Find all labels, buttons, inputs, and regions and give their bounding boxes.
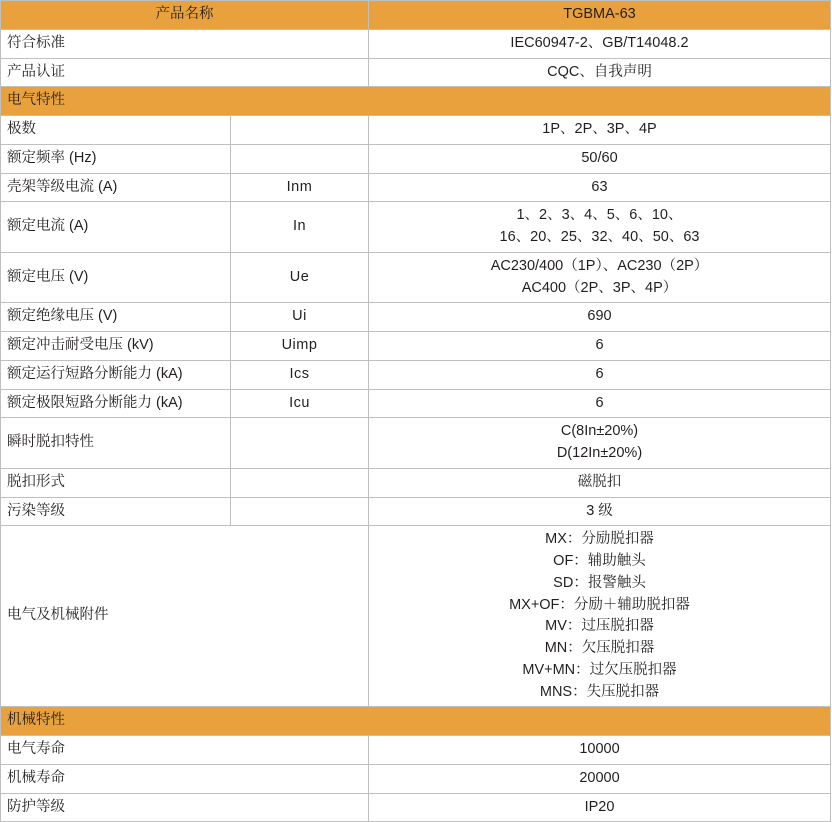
row-value-frame-current: 63 bbox=[369, 173, 831, 202]
row-value-poles: 1P、2P、3P、4P bbox=[369, 116, 831, 145]
table-row bbox=[1, 202, 831, 253]
row-label-trip-characteristic: 瞬时脱扣特性 bbox=[1, 418, 231, 469]
row-value-pollution-degree: 3 级 bbox=[369, 497, 831, 526]
row-label-pollution-degree: 污染等级 bbox=[1, 497, 231, 526]
row-symbol-frequency bbox=[231, 144, 369, 173]
table-row bbox=[1, 418, 831, 469]
row-label-insulation-voltage: 额定绝缘电压 (V) bbox=[1, 303, 231, 332]
trip-characteristic-line-1: C(8In±20%) bbox=[560, 423, 639, 440]
row-label-ics: 额定运行短路分断能力 (kA) bbox=[1, 360, 231, 389]
table-row bbox=[1, 252, 831, 303]
table-row bbox=[1, 144, 831, 173]
section-header-mechanical bbox=[1, 707, 831, 736]
accessory-line: MV+MN：过欠压脱扣器 bbox=[522, 661, 677, 678]
row-label-rated-voltage: 额定电压 (V) bbox=[1, 252, 231, 303]
table-row bbox=[1, 173, 831, 202]
table-row bbox=[1, 764, 831, 793]
row-label-accessories: 电气及机械附件 bbox=[1, 526, 369, 707]
table-row bbox=[1, 468, 831, 497]
row-symbol-pollution-degree bbox=[231, 497, 369, 526]
rated-voltage-line-2: AC400（2P、3P、4P） bbox=[521, 279, 678, 296]
table-row bbox=[1, 116, 831, 145]
table-header-row bbox=[1, 1, 831, 30]
row-label-rated-current: 额定电流 (A) bbox=[1, 202, 231, 253]
table-row-accessories bbox=[1, 526, 831, 707]
row-symbol-inm: Inm bbox=[231, 173, 369, 202]
row-value-impulse-voltage: 6 bbox=[369, 332, 831, 361]
trip-characteristic-line-2: D(12In±20%) bbox=[556, 445, 643, 461]
header-product-name: 产品名称 bbox=[1, 1, 369, 30]
section-header-electrical bbox=[1, 87, 831, 116]
row-label-trip-type: 脱扣形式 bbox=[1, 468, 231, 497]
row-symbol-trip-characteristic bbox=[231, 418, 369, 469]
header-product-model: TGBMA-63 bbox=[369, 1, 831, 30]
table-row bbox=[1, 332, 831, 361]
accessory-line: MNS：失压脱扣器 bbox=[539, 683, 660, 700]
row-value-icu: 6 bbox=[369, 389, 831, 418]
row-label-electrical-life: 电气寿命 bbox=[1, 736, 369, 765]
row-label-protection-degree: 防护等级 bbox=[1, 793, 369, 822]
table-row bbox=[1, 303, 831, 332]
row-value-rated-voltage bbox=[369, 252, 831, 303]
row-symbol-uimp: Uimp bbox=[231, 332, 369, 361]
row-value-electrical-life: 10000 bbox=[369, 736, 831, 765]
accessory-line: OF：辅助触头 bbox=[553, 553, 646, 569]
section-title-mechanical: 机械特性 bbox=[1, 707, 831, 736]
row-value-certification: CQC、自我声明 bbox=[369, 58, 831, 87]
accessory-line: MX：分励脱扣器 bbox=[545, 531, 654, 548]
row-symbol-in: In bbox=[231, 202, 369, 253]
row-value-insulation-voltage: 690 bbox=[369, 303, 831, 332]
row-label-certification: 产品认证 bbox=[1, 58, 369, 87]
row-value-rated-current bbox=[369, 202, 831, 253]
accessory-line: MN：欠压脱扣器 bbox=[544, 640, 655, 656]
table-row bbox=[1, 29, 831, 58]
row-value-standard: IEC60947-2、GB/T14048.2 bbox=[369, 29, 831, 58]
row-symbol-trip-type bbox=[231, 468, 369, 497]
row-symbol-ui: Ui bbox=[231, 303, 369, 332]
row-value-ics: 6 bbox=[369, 360, 831, 389]
row-label-frame-current: 壳架等级电流 (A) bbox=[1, 173, 231, 202]
row-label-frequency: 额定频率 (Hz) bbox=[1, 144, 231, 173]
row-symbol-icu: Icu bbox=[231, 389, 369, 418]
row-value-trip-characteristic bbox=[369, 418, 831, 469]
section-title-electrical: 电气特性 bbox=[1, 87, 831, 116]
table-row bbox=[1, 793, 831, 822]
table-row bbox=[1, 736, 831, 765]
accessory-line: MV：过压脱扣器 bbox=[545, 618, 654, 635]
rated-voltage-line-1: AC230/400（1P）、AC230（2P） bbox=[490, 257, 709, 274]
row-value-mechanical-life: 20000 bbox=[369, 764, 831, 793]
accessory-line: SD：报警触头 bbox=[553, 574, 646, 591]
row-value-accessories bbox=[369, 526, 831, 707]
row-value-frequency: 50/60 bbox=[369, 144, 831, 173]
row-symbol-ics: Ics bbox=[231, 360, 369, 389]
accessory-line: MX+OF：分励＋辅助脱扣器 bbox=[509, 596, 690, 613]
table-row bbox=[1, 58, 831, 87]
table-row bbox=[1, 360, 831, 389]
row-value-trip-type: 磁脱扣 bbox=[369, 468, 831, 497]
table-row bbox=[1, 389, 831, 418]
row-label-mechanical-life: 机械寿命 bbox=[1, 764, 369, 793]
row-value-protection-degree: IP20 bbox=[369, 793, 831, 822]
row-symbol-poles bbox=[231, 116, 369, 145]
table-row bbox=[1, 497, 831, 526]
row-label-standard: 符合标准 bbox=[1, 29, 369, 58]
row-label-icu: 额定极限短路分断能力 (kA) bbox=[1, 389, 231, 418]
row-symbol-ue: Ue bbox=[231, 252, 369, 303]
rated-current-line-1: 1、2、3、4、5、6、10、 bbox=[516, 207, 683, 224]
row-label-impulse-voltage: 额定冲击耐受电压 (kV) bbox=[1, 332, 231, 361]
rated-current-line-2: 16、20、25、32、40、50、63 bbox=[499, 229, 700, 245]
row-label-poles: 极数 bbox=[1, 116, 231, 145]
